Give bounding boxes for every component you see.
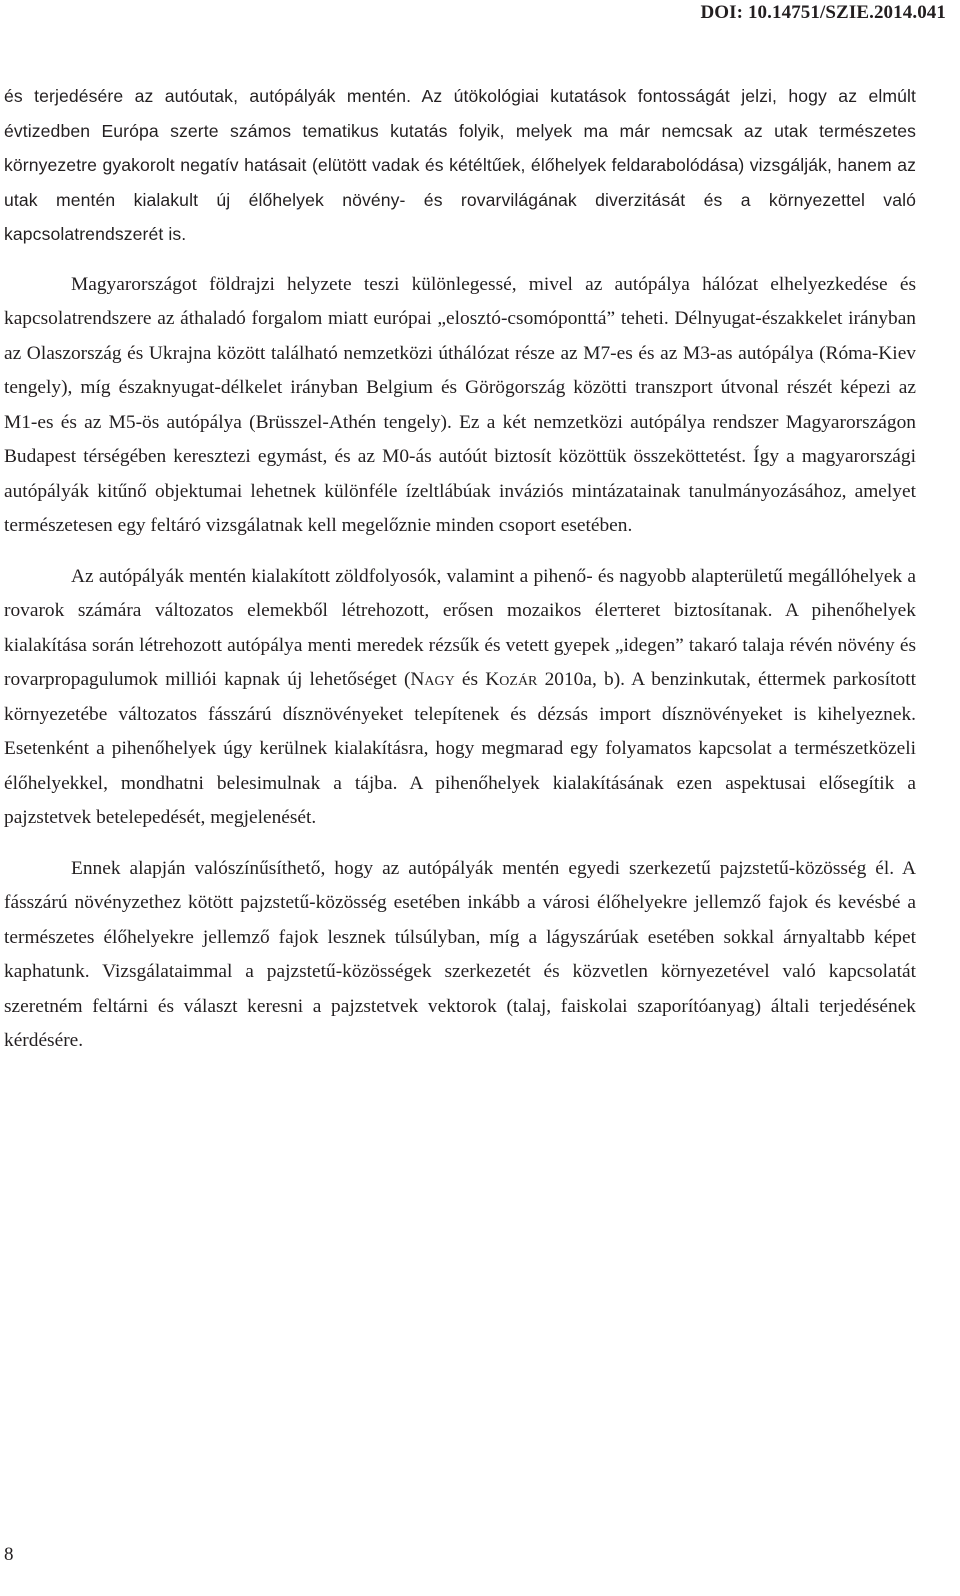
paragraph-2: Magyarországot földrajzi helyzete teszi különlegessé, mivel az autópálya hálózat elhelyezkedése és kapcsolatrendszere az áthaladó forgalom miatt európai „elosztó-csomóponttá” teheti. Délnyugat-északkelet irányban az Olaszország és Ukrajna között található nemzetközi úthálózat része az M7-es és az M3-as autópálya (Róma-Kiev tengely), míg északnyugat-délkelet irányban Belgium és Görögország közötti transzport útvonal részét képezi az M1-es és az M5-ös autópálya (Brüsszel-Athén tengely). Ez a két nemzetközi autópálya rendszer Magyarországon Budapest térségében keresztezi egymást, és az M0-ás autóút biztosít közöttük összeköttetést. Így a magyarországi autópályák kitűnő objektumai lehetnek különféle ízeltlábúak inváziós mintázatainak tanulmányozásához, amelyet természetesen egy feltáró vizsgálatnak kell megelőznie minden csoport esetében. xyxy=(4,273,916,536)
document-body xyxy=(4,79,916,1059)
paragraph-3 xyxy=(4,560,916,836)
citation-author-kozar: Kozár xyxy=(485,669,538,690)
doi-header: DOI: 10.14751/SZIE.2014.041 xyxy=(700,2,946,23)
citation-author-nagy: Nagy xyxy=(410,669,455,690)
paragraph-3-part-1: Az autópályák mentén kialakított zöldfolyosók, valamint a pihenő- és nagyobb alapterületű megállóhelyek a rovarok számára változatos elemekből létrehozott, erősen mozaikos élетteret biztosítanak. A pihenőhelyek kialakítása során létrehozott autópálya menti meredek rézsűk és vetett gyepek „idegen” takaró talaja révén növény és rovarpropagulumok milliói kapnak új lehetőséget ( xyxy=(4,565,916,690)
paragraph-4: Ennek alapján valószínűsíthető, hogy az autópályák mentén egyedi szerkezetű pajzstetű-közösség él. A fásszárú növényzethez kötött pajzstetű-közösség esetében inkább a városi élőhelyekre jellemző fajok és kevésbé a természetes élőhelyekre jellemző fajok lesznek túlsúlyban, míg a lágyszárúak esetében sokkal árnyaltabb képet kaphatunk. Vizsgálataimmal a pajzstetű-közösségek szerkezetét és közvetlen környezetével való kapcsolatát szeretném feltárni és választ keresni a pajzstetvek vektorok (talaj, faiskolai szaporítóanyag) általi terjedésének kérdésére. xyxy=(4,857,916,1051)
paragraph-1: és terjedésére az autóutak, autópályák mentén. Az útökológiai kutatások fontosságát jelzi, hogy az elmúlt évtizedben Európa szerte számos tematikus kutatás folyik, melyek ma már nemcsak az utak természetes környezetre gyakorolt negatív hatásait (elütött vadak és kétéltűek, élőhelyek feldarabolódása) vizsgálják, hanem az utak mentén kialakult új élőhelyek növény- és rovarvilágának diverzitását és a környezettel való kapcsolatrendszerét is. xyxy=(4,86,916,244)
page-number: 8 xyxy=(4,1544,14,1565)
paragraph-3-part-2: 2010a, b). A benzinkutak, éttermek parkosított környezetébe változatos fásszárú dísznövényeket telepítenek és dézsás import dísznövényeket is kihelyeznek. Esetenként a pihenőhelyek úgy kerülnek kialakításra, hogy megmarad egy folyamatos kapcsolat a természetközeli élőhelyekkel, mondhatni belesimulnak a tájba. A pihenőhelyek kialakításának ezen aspektusai elősegítik a pajzstetvek betelepedését, megjelenését. xyxy=(4,669,916,828)
citation-conjunction: és xyxy=(454,669,486,690)
